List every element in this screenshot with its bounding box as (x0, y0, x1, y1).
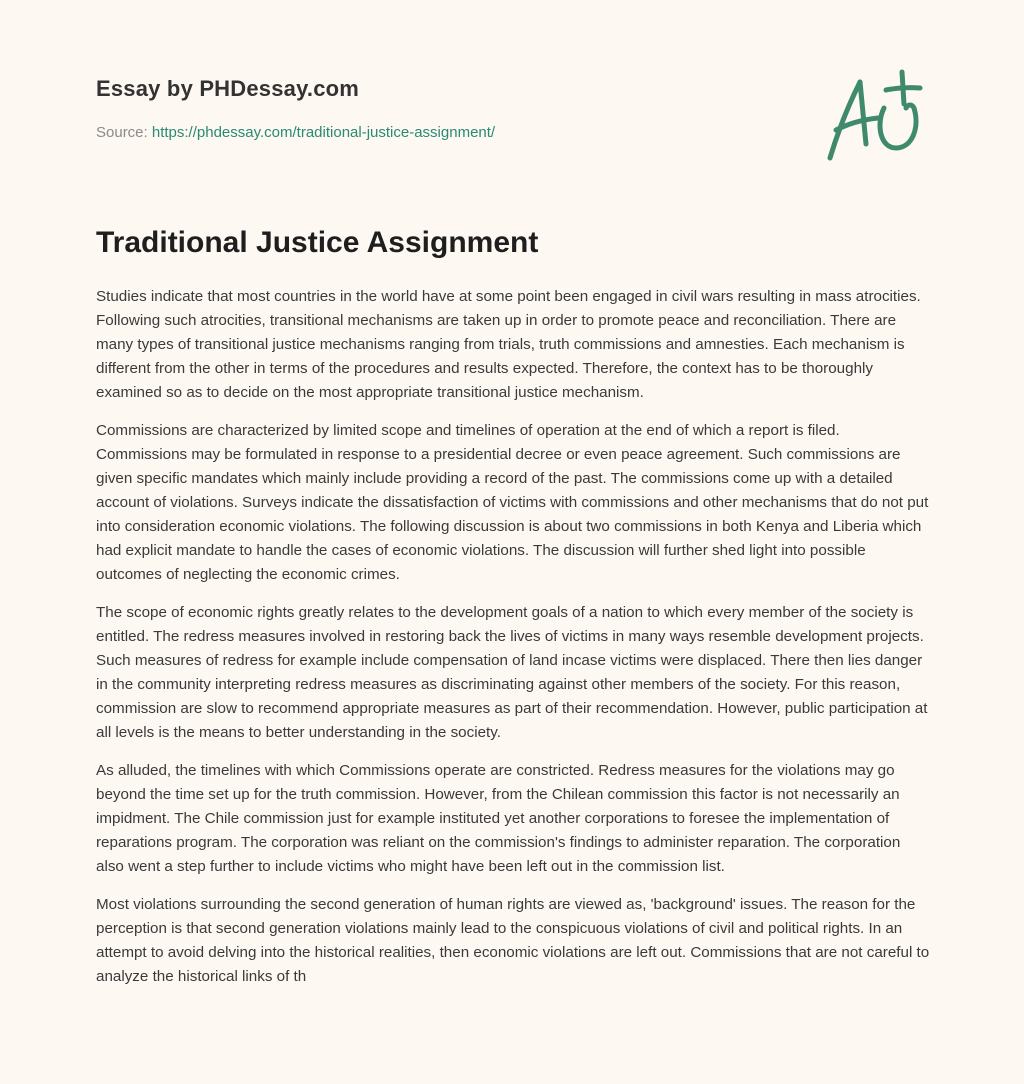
essay-paragraph: The scope of economic rights greatly relates to the development goals of a nation to which every member of the society is entitled. The redress measures involved in restoring back the lives of victims in many ways resemble development projects. Such measures of redress for example include compensation of land incase victims were displaced. There then lies danger in the community interpreting redress measures as discriminating against other members of the society. For this reason, commission are slow to recommend appropriate measures as part of their recommendation. However, public participation at all levels is the means to better understanding in the society. (96, 604, 928, 741)
site-title: Essay by PHDessay.com (96, 76, 360, 101)
source-line (96, 124, 495, 141)
essay-body (96, 285, 932, 1003)
essay-title: Traditional Justice Assignment (96, 226, 539, 259)
a-plus-grade-icon (820, 68, 930, 164)
source-label: Source: (96, 124, 148, 141)
essay-paragraph: As alluded, the timelines with which Commissions operate are constricted. Redress measures for the violations may go beyond the time set up for the truth commission. However, from the Chilean commission this factor is not necessarily an impidment. The Chile commission just for example instituted yet another corporations to foresee the implementation of reparations program. The corporation was reliant on the commission's findings to administer reparation. The corporation also went a step further to include victims who might have been left out in the commission list. (96, 762, 901, 875)
essay-paragraph: Most violations surrounding the second generation of human rights are viewed as, 'background' issues. The reason for the perception is that second generation violations mainly lead to the conspicuous violations of civil and political rights. In an attempt to avoid delving into the historical realities, then economic violations are left out. Commissions that are not careful to analyze the historical links of th (96, 896, 930, 985)
essay-paragraph: Studies indicate that most countries in the world have at some point been engaged in civil wars resulting in mass atrocities. Following such atrocities, transitional mechanisms are taken up in order to promote peace and reconciliation. There are many types of transitional justice mechanisms ranging from trials, truth commissions and amnesties. Each mechanism is different from the other in terms of the procedures and results expected. Therefore, the context has to be thoroughly examined so as to decide on the most appropriate transitional justice mechanism. (96, 288, 921, 401)
source-link[interactable]: https://phdessay.com/traditional-justice-assignment/ (151, 124, 496, 141)
essay-paragraph: Commissions are characterized by limited scope and timelines of operation at the end of which a report is filed. Commissions may be formulated in response to a presidential decree or even peace agreement. Such commissions are given specific mandates which mainly include providing a record of the past. The commissions come up with a detailed account of violations. Surveys indicate the dissatisfaction of victims with commissions and other mechanisms that do not put into consideration economic violations. The following discussion is about two commissions in both Kenya and Liberia which had explicit mandate to handle the cases of economic violations. The discussion will further shed light into possible outcomes of neglecting the economic crimes. (96, 422, 929, 583)
